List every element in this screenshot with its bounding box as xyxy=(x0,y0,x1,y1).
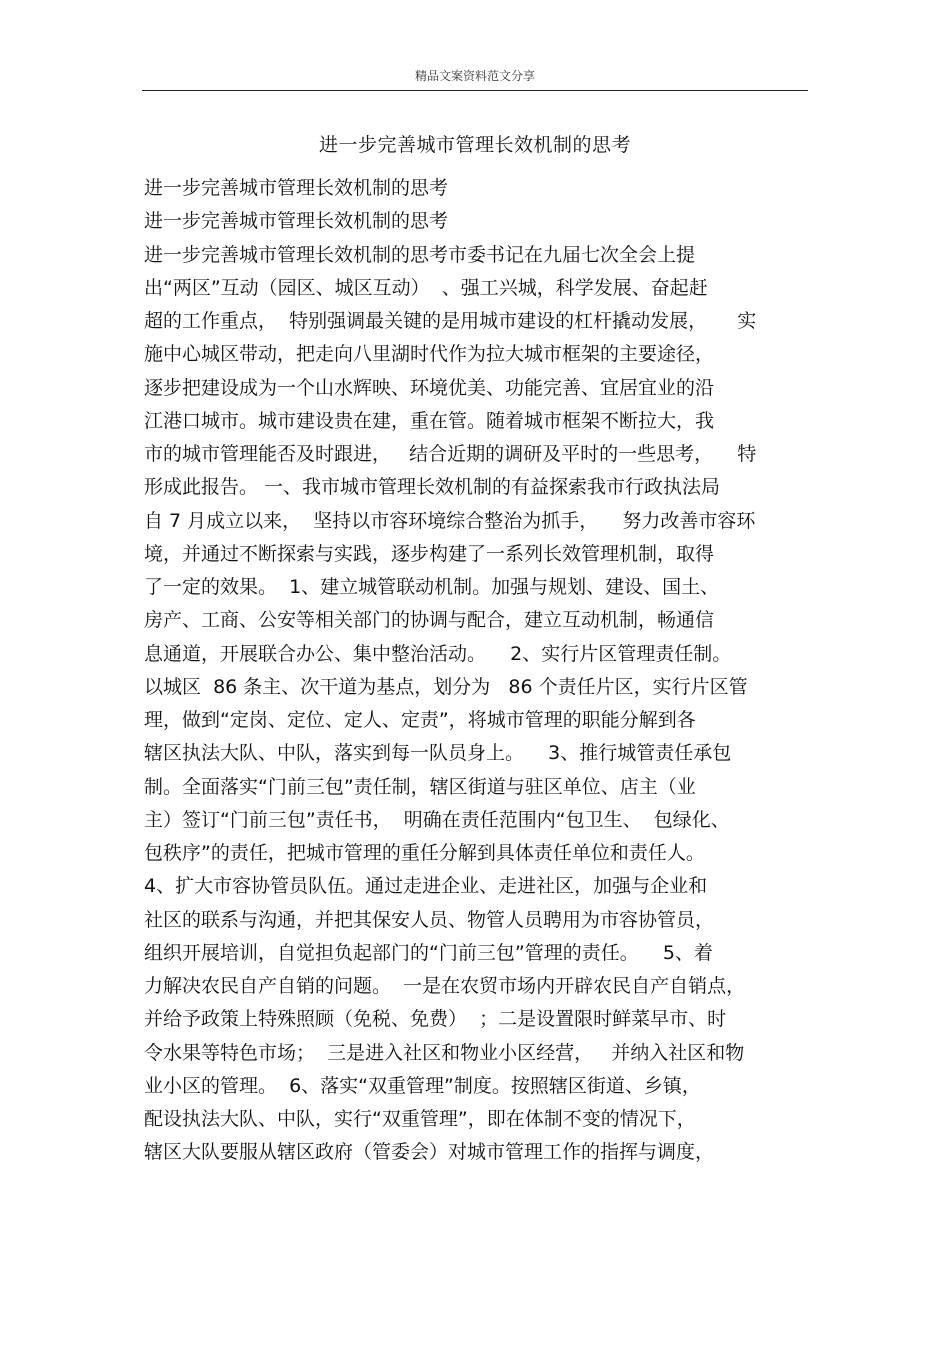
body-line: 组织开展培训，自觉担负起部门的“门前三包”管理的责任。 5、着 xyxy=(144,941,713,964)
body-line: 施中心城区带动，把走向八里湖时代作为拉大城市框架的主要途径， xyxy=(144,343,715,366)
header-divider xyxy=(142,90,808,91)
body-line: 制。全面落实“门前三包”责任制，辖区街道与驻区单位、店主（业 xyxy=(144,775,696,798)
body-line: 辖区执法大队、中队，落实到每一队员身上。 3、推行城管责任承包 xyxy=(144,742,732,765)
document-body xyxy=(144,172,810,1170)
body-line: 配设执法大队、中队，实行“双重管理”，即在体制不变的情况下， xyxy=(144,1108,696,1130)
body-line: 进一步完善城市管理长效机制的思考市委书记在九届七次全会上提 xyxy=(144,243,696,266)
body-line: 境，并通过不断探索与实践，逐步构建了一系列长效管理机制，取得 xyxy=(144,542,715,565)
body-line: 理，做到“定岗、定位、定人、定责”，将城市管理的职能分解到各 xyxy=(144,709,696,731)
body-line: 息通道，开展联合办公、集中整治活动。 2、实行片区管理责任制。 xyxy=(144,642,732,665)
body-line: 了一定的效果。 1、建立城管联动机制。加强与规划、建设、国土、 xyxy=(144,576,720,598)
body-line: 社区的联系与沟通，并把其保安人员、物管人员聘用为市容协管员， xyxy=(144,908,715,931)
body-line: 逐步把建设成为一个山水辉映、环境优美、功能完善、宜居宜业的沿 xyxy=(144,376,715,399)
body-line: 房产、工商、公安等相关部门的协调与配合，建立互动机制，畅通信 xyxy=(144,609,715,632)
body-line: 主）签订“门前三包”责任书， 明确在责任范围内“包卫生、 包绿化、 xyxy=(144,808,730,831)
body-line: 以城区 86 条主、次干道为基点，划分为 86 个责任片区，实行片区管 xyxy=(144,675,748,698)
body-line: 并给予政策上特殊照顾（免税、免费） ；二是设置限时鲜菜早市、时 xyxy=(144,1008,727,1031)
body-line: 自 7 月成立以来， 坚持以市容环境综合整治为抓手， 努力改善市容环 xyxy=(144,509,756,532)
body-line: 形成此报告。 一、我市城市管理长效机制的有益探索我市行政执法局 xyxy=(144,476,721,499)
body-line: 进一步完善城市管理长效机制的思考 xyxy=(144,177,449,199)
body-line: 4、扩大市容协管员队伍。通过走进企业、走进社区，加强与企业和 xyxy=(144,875,708,898)
body-line: 市的城市管理能否及时跟进， 结合近期的调研及平时的一些思考， 特 xyxy=(144,443,757,465)
body-line: 辖区大队要服从辖区政府（管委会）对城市管理工作的指挥与调度， xyxy=(144,1141,715,1164)
body-line: 江港口城市。城市建设贵在建，重在管。随着城市框架不断拉大，我 xyxy=(144,409,715,432)
page-header: 精品文案资料范文分享 xyxy=(414,69,535,83)
body-line: 包秩序”的责任，把城市管理的重任分解到具体责任单位和责任人。 xyxy=(144,842,705,864)
body-line: 进一步完善城市管理长效机制的思考 xyxy=(144,210,449,233)
body-line: 超的工作重点， 特别强调最关键的是用城市建设的杠杆撬动发展， 实 xyxy=(144,310,757,332)
body-line: 业小区的管理。 6、落实“双重管理”制度。按照辖区街道、乡镇， xyxy=(144,1074,701,1097)
body-line: 出“两区”互动（园区、城区互动） 、强工兴城，科学发展、奋起赶 xyxy=(144,276,708,299)
document-title: 进一步完善城市管理长效机制的思考 xyxy=(318,134,631,156)
body-line: 令水果等特色市场； 三是进入社区和物业小区经营， 并纳入社区和物 xyxy=(144,1041,745,1064)
body-line: 力解决农民自产自销的问题。 一是在农贸市场内开辟农民自产自销点， xyxy=(144,975,746,997)
